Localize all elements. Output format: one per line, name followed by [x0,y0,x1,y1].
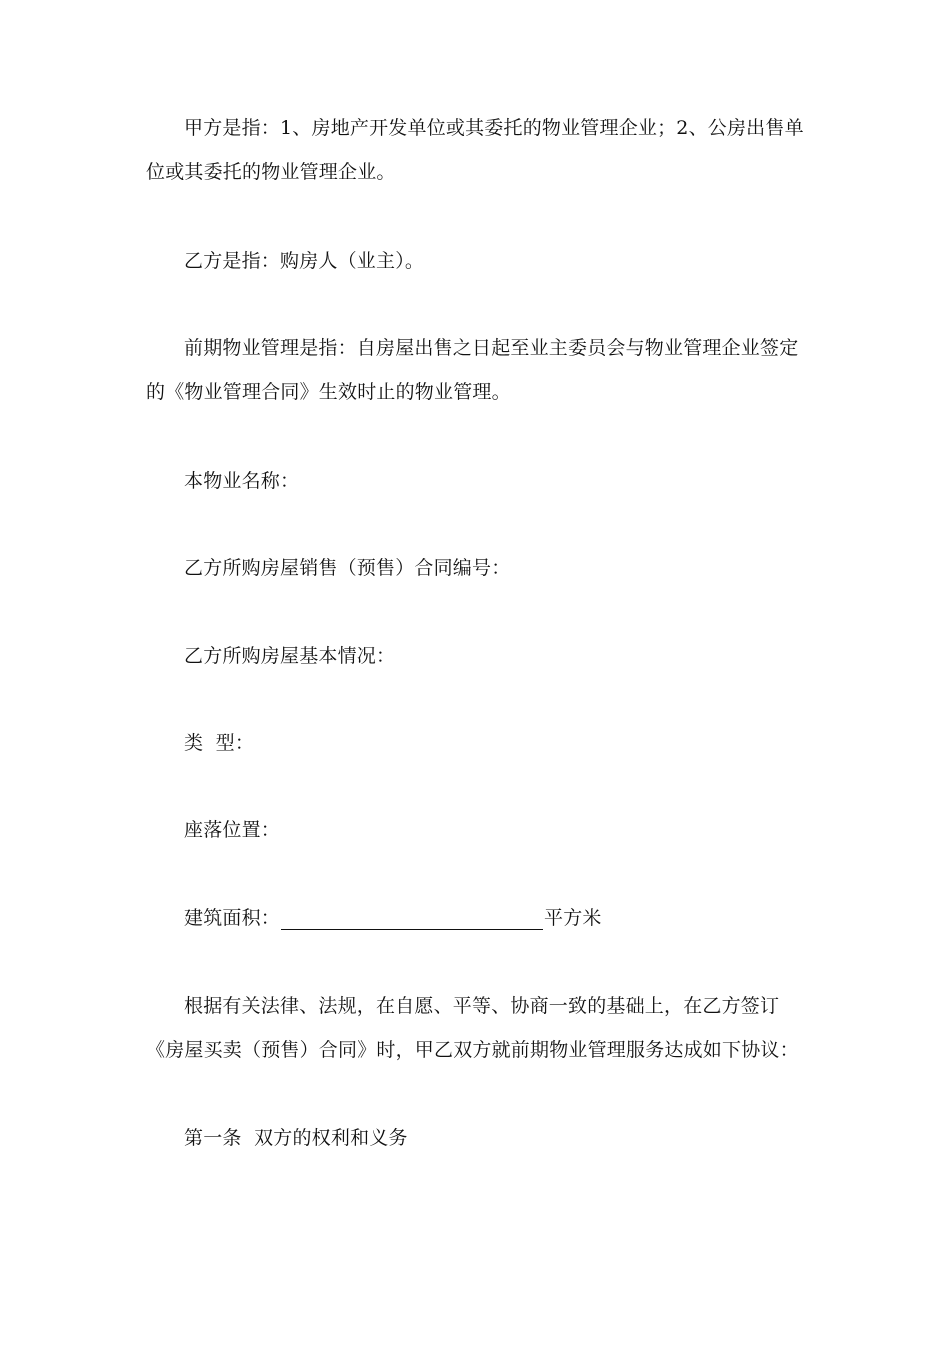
property-name-field: 本物业名称： [184,470,300,492]
building-area-unit: 平方米 [544,907,602,929]
contract-number-field: 乙方所购房屋销售（预售）合同编号： [184,557,511,579]
location-field: 座落位置： [184,819,281,841]
building-area-blank [281,907,543,930]
building-area-label: 建筑面积： [184,907,281,929]
party-a-definition: 甲方是指：1、房地产开发单位或其委托的物业管理企业；2、公房出售单位或其委托的物业管理企业。 [146,117,804,183]
house-basic-info-heading: 乙方所购房屋基本情况： [184,645,396,667]
house-type-field: 类 型： [184,732,255,754]
preliminary-management-definition: 前期物业管理是指：自房屋出售之日起至业主委员会与物业管理企业签定的《物业管理合同》生效时止的物业管理。 [146,337,799,403]
party-b-definition: 乙方是指：购房人（业主）。 [184,250,425,272]
article-one-heading: 第一条 双方的权利和义务 [184,1127,408,1149]
building-area-field [146,896,810,940]
agreement-preamble: 根据有关法律、法规，在自愿、平等、协商一致的基础上，在乙方签订《房屋买卖（预售）合同》时，甲乙双方就前期物业管理服务达成如下协议： [146,995,799,1061]
